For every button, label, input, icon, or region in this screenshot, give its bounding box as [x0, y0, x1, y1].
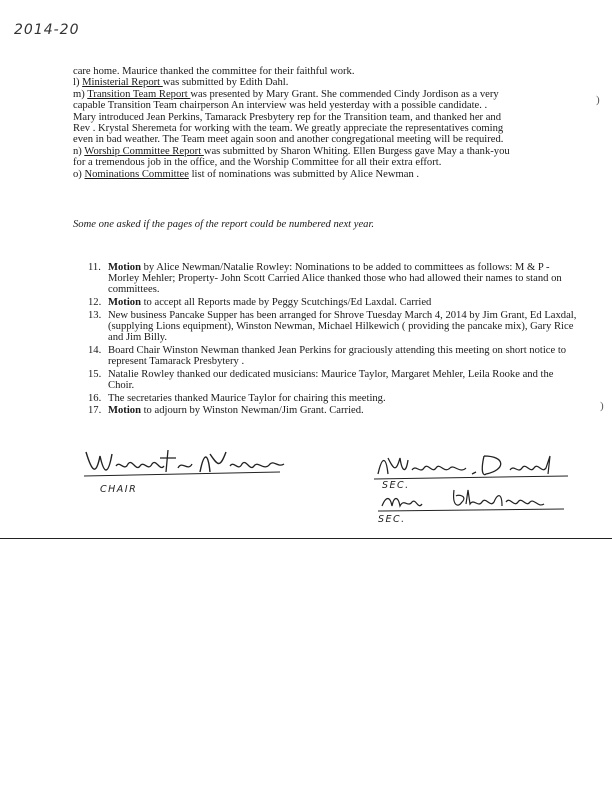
margin-mark-top: ): [596, 94, 600, 106]
report-item-letter: m): [73, 88, 88, 100]
motion-number: 17.: [88, 405, 102, 417]
motion-body: Board Chair Winston Newman thanked Jean Perkins for graciously attending this meeting on short notice to represent Tamarack Presbytery .: [108, 344, 567, 368]
report-line: [73, 112, 583, 123]
motions-list: [88, 262, 578, 418]
numbering-note: Some one asked if the pages of the report could be numbered next year.: [73, 219, 375, 230]
handwritten-page-number: 2014-20: [14, 22, 80, 38]
secretary-signature-2: [378, 486, 568, 514]
report-line: [73, 66, 583, 77]
report-line: [73, 123, 583, 134]
reports-section: [73, 66, 583, 180]
report-line: [73, 77, 583, 88]
report-text: even in bad weather. The Team meet again soon and another congregational meeting will be required.: [73, 134, 504, 146]
motion-item: [88, 262, 578, 296]
motion-body: to accept all Reports made by Peggy Scutchings/Ed Laxdal. Carried: [140, 297, 432, 309]
motion-body: to adjourn by Winston Newman/Jim Grant. Carried.: [140, 405, 364, 417]
report-title: Ministerial Report: [82, 77, 163, 89]
report-line: [73, 89, 583, 100]
motion-bold-label: Motion: [108, 262, 141, 273]
motion-item: [88, 393, 578, 404]
motion-body: by Alice Newman/Natalie Rowley: Nominations to be added to committees as follows: M & P -Morley Mehler; Property- John Scott Carried Alice thanked those who had allowed their names to stand on committees.: [108, 262, 562, 296]
motion-number: 13.: [88, 309, 102, 321]
chair-label: CHAIR: [100, 484, 138, 495]
motion-text: [108, 262, 578, 296]
report-line: [73, 169, 583, 180]
report-text: for a tremendous job in the office, and the Worship Committee for all their extra effort.: [73, 157, 442, 169]
secretary-label-2: SEC.: [378, 514, 406, 525]
motion-text: [108, 297, 578, 308]
report-title: Transition Team Report: [87, 88, 191, 100]
motion-number: 12.: [88, 297, 102, 309]
report-item-letter: l): [73, 77, 83, 89]
report-text: was submitted by Sharon Whiting. Ellen Burgess gave May a thank-you: [203, 145, 510, 157]
motion-item: [88, 297, 578, 308]
page-bottom-rule: [0, 538, 612, 539]
motion-body: The secretaries thanked Maurice Taylor for chairing this meeting.: [108, 392, 386, 404]
report-line: [73, 146, 583, 157]
report-text: was submitted by Edith Dahl.: [162, 77, 289, 89]
report-title: Nominations Committee: [84, 168, 189, 180]
report-text: Rev . Krystal Sheremeta for working with the team. We greatly appreciate the representatives coming: [73, 123, 504, 135]
motion-number: 15.: [88, 368, 102, 380]
report-item-letter: n): [73, 145, 85, 157]
motion-item: [88, 405, 578, 416]
motion-number: 14.: [88, 344, 102, 356]
report-line: [73, 157, 583, 168]
margin-mark-middle: ): [600, 400, 604, 412]
motion-item: [88, 369, 578, 391]
report-title: Worship Committee Report: [84, 145, 204, 157]
motion-text: [108, 345, 578, 367]
report-text: Mary introduced Jean Perkins, Tamarack Presbytery rep for the Transition team, and thanked her and: [73, 111, 501, 123]
report-item-letter: o): [73, 168, 85, 180]
chair-signature: [80, 442, 290, 484]
motion-item: [88, 345, 578, 367]
secretary-label-1: SEC.: [382, 480, 410, 491]
motion-number: 16.: [88, 392, 102, 404]
motion-number: 11.: [88, 262, 101, 273]
motion-text: [108, 405, 578, 416]
motion-item: [88, 310, 578, 344]
report-text: was presented by Mary Grant. She commended Cindy Jordison as a very: [190, 88, 499, 100]
motion-bold-label: Motion: [108, 405, 141, 417]
report-text: care home. Maurice thanked the committee for their faithful work.: [73, 66, 355, 77]
report-line: [73, 134, 583, 145]
motion-body: Natalie Rowley thanked our dedicated musicians: Maurice Taylor, Margaret Mehler, Leila Rooke and the Choir.: [108, 368, 554, 392]
motion-text: [108, 369, 578, 391]
report-text: list of nominations was submitted by Alice Newman .: [188, 168, 420, 180]
motion-text: [108, 310, 578, 344]
motion-bold-label: Motion: [108, 297, 141, 309]
secretary-signature-1: [372, 452, 572, 482]
motion-body: New business Pancake Supper has been arranged for Shrove Tuesday March 4, 2014 by Jim Grant, Ed Laxdal, (supplying Lions equipment), Winston Newman, Michael Hilkewich ( providing the pancake mix), Gary Rice and Jim Billy.: [108, 309, 577, 344]
report-text: capable Transition Team chairperson An interview was held yesterday with a possible candidate. .: [73, 100, 488, 112]
report-line: [73, 100, 583, 111]
motion-text: [108, 393, 578, 404]
